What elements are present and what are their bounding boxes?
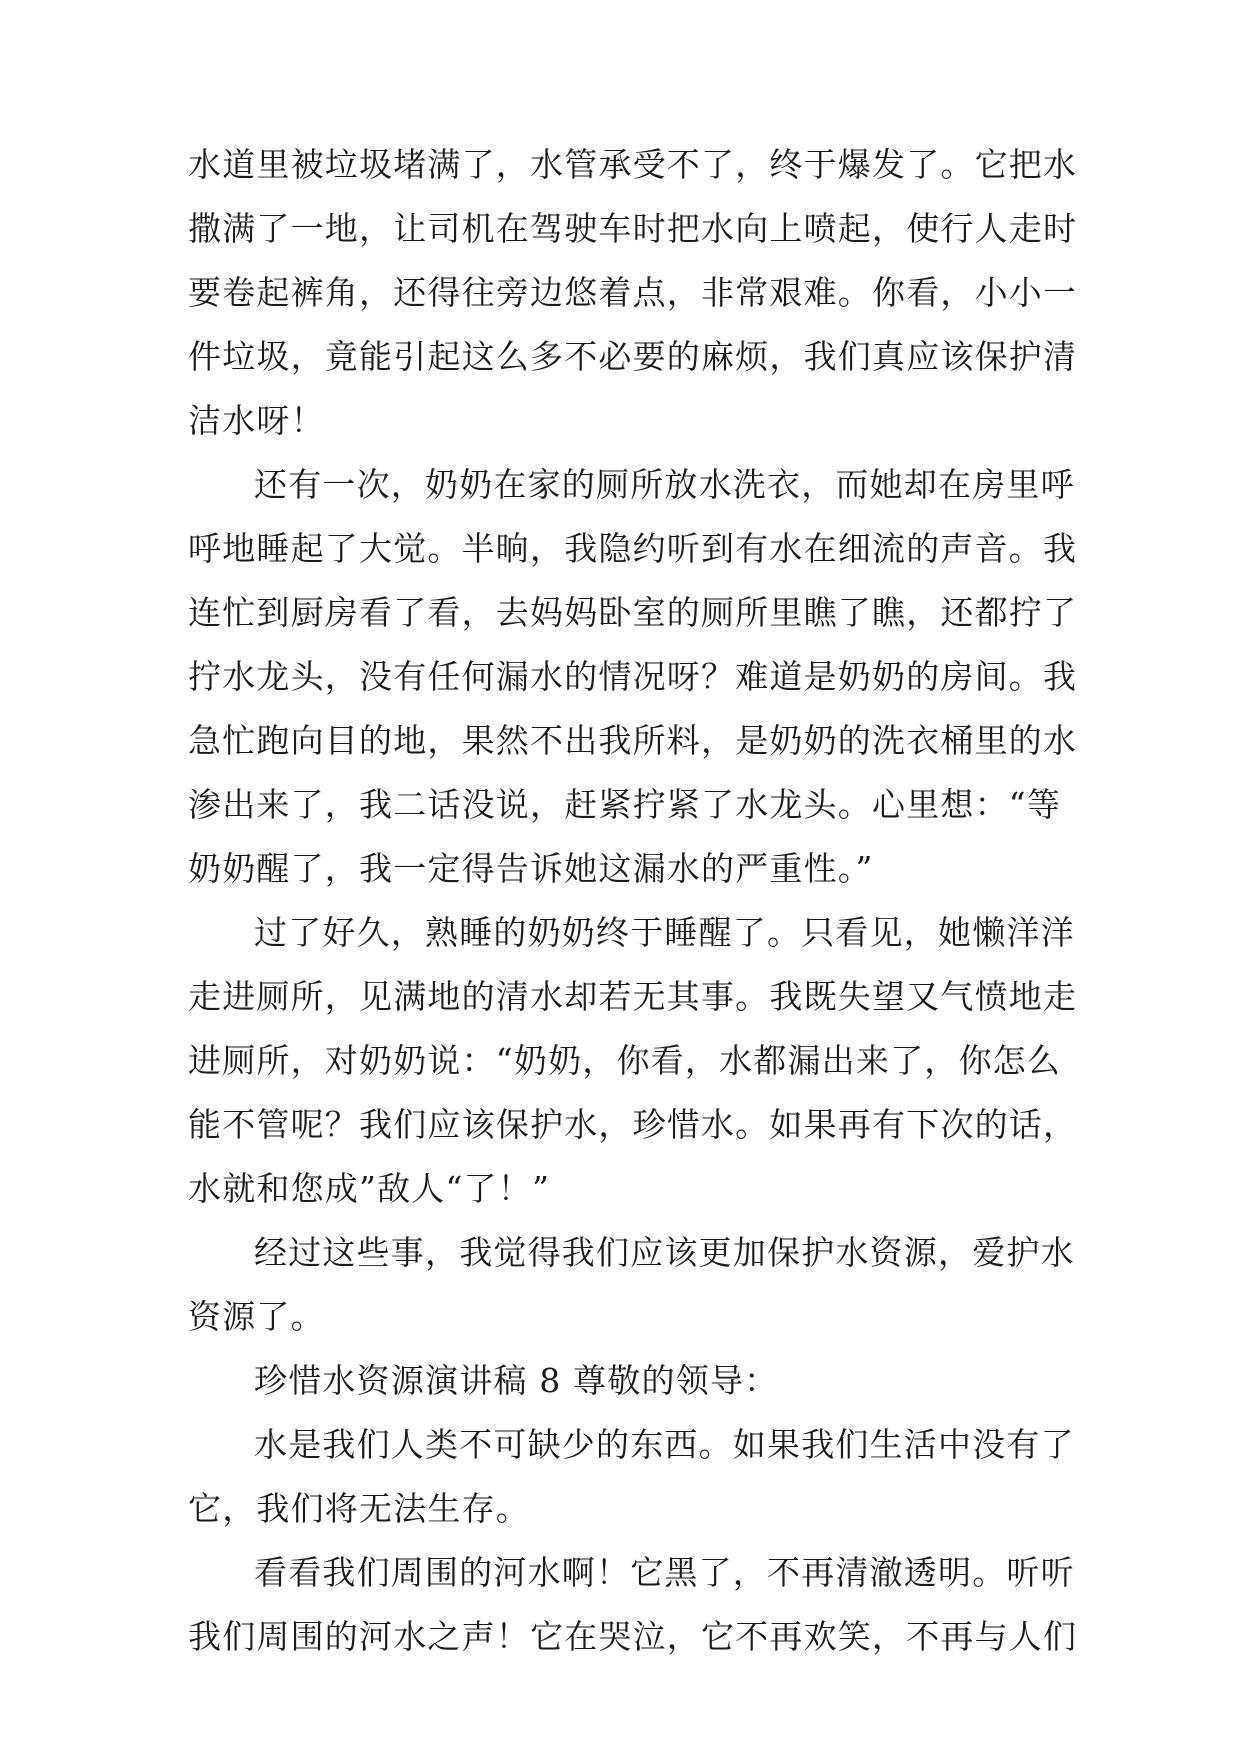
text-line: 水就和您成”敌人“了！” (188, 1169, 551, 1208)
text-line: 拧水龙头，没有任何漏水的情况呀？难道是奶奶的房间。我 (188, 657, 1078, 696)
text-line: 水是我们人类不可缺少的东西。如果我们生活中没有了 (254, 1425, 1075, 1464)
text-line: 急忙跑向目的地，果然不出我所料，是奶奶的洗衣桶里的水 (188, 721, 1078, 760)
text-line: 要卷起裤角，还得往旁边悠着点，非常艰难。你看，小小一 (188, 273, 1078, 312)
text-line: 过了好久，熟睡的奶奶终于睡醒了。只看见，她懒洋洋 (254, 913, 1075, 952)
text-line: 能不管呢？我们应该保护水，珍惜水。如果再有下次的话， (188, 1105, 1078, 1144)
text-line: 进厕所，对奶奶说：“奶奶，你看，水都漏出来了，你怎么 (188, 1041, 1062, 1080)
text-line: 资源了。 (188, 1297, 325, 1336)
text-line: 我们周围的河水之声！它在哭泣，它不再欢笑，不再与人们 (188, 1617, 1078, 1656)
text-line: 渗出来了，我二话没说，赶紧拧紧了水龙头。心里想：“等 (188, 785, 1062, 824)
text-line: 水道里被垃圾堵满了，水管承受不了，终于爆发了。它把水 (188, 145, 1078, 184)
text-line: 珍惜水资源演讲稿 8 尊敬的领导： (254, 1361, 779, 1400)
text-line: 呼地睡起了大觉。半晌，我隐约听到有水在细流的声音。我 (188, 529, 1078, 568)
text-line: 撒满了一地，让司机在驾驶车时把水向上喷起，使行人走时 (188, 209, 1078, 248)
text-line: 连忙到厨房看了看，去妈妈卧室的厕所里瞧了瞧，还都拧了 (188, 593, 1078, 632)
text-line: 奶奶醒了，我一定得告诉她这漏水的严重性。” (188, 849, 874, 888)
text-line: 它，我们将无法生存。 (188, 1489, 530, 1528)
text-line: 还有一次，奶奶在家的厕所放水洗衣，而她却在房里呼 (254, 465, 1075, 504)
text-line: 件垃圾，竟能引起这么多不必要的麻烦，我们真应该保护清 (188, 337, 1078, 376)
document-body (188, 133, 1078, 1669)
text-line: 洁水呀！ (188, 401, 325, 440)
text-line: 走进厕所，见满地的清水却若无其事。我既失望又气愤地走 (188, 977, 1078, 1016)
text-line: 看看我们周围的河水啊！它黑了，不再清澈透明。听听 (254, 1553, 1075, 1592)
text-line: 经过这些事，我觉得我们应该更加保护水资源，爱护水 (254, 1233, 1075, 1272)
